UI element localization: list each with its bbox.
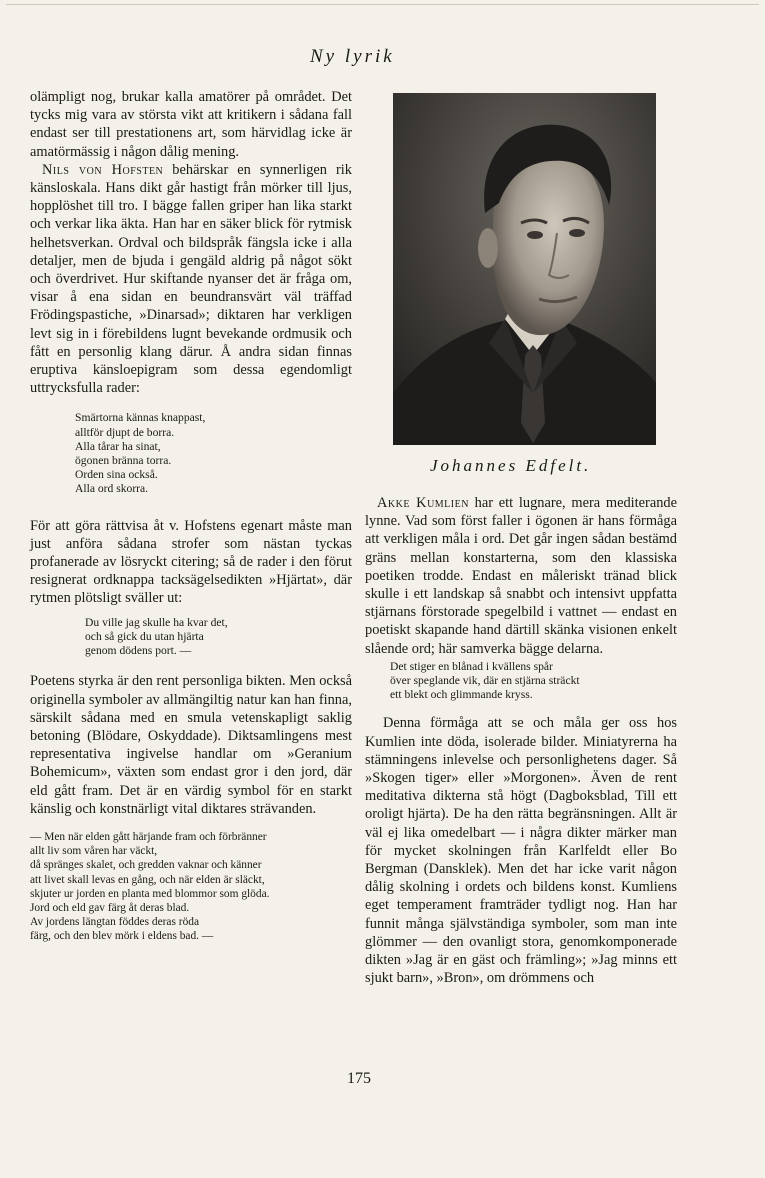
poem-line: Jord och eld gav färg åt deras blad. <box>30 901 190 914</box>
poem-line: alltför djupt de borra. <box>75 425 175 439</box>
paragraph-kumlien <box>365 494 677 658</box>
poem-line: Smärtorna kännas knappast, <box>75 411 206 425</box>
poem-line: Av jordens längtan föddes deras röda <box>30 916 200 929</box>
running-header: Ny lyrik <box>310 46 395 67</box>
left-column <box>30 88 352 944</box>
poem-quote-geranium <box>30 830 352 944</box>
poem-line: då spränges skalet, och gredden vaknar och känner <box>30 859 262 872</box>
poem-line: och så gick du utan hjärta <box>85 629 204 643</box>
poem-quote-hjartat <box>85 616 352 659</box>
poem-line: Orden sina också. <box>75 468 158 482</box>
paragraph-hofsten <box>30 161 352 398</box>
poem-quote-blanad <box>390 660 677 703</box>
poem-line: Alla ord skorra. <box>75 482 149 496</box>
poem-line: skjuter ur jorden en planta med blommor som glöda. <box>30 887 270 900</box>
portrait-photo <box>393 93 656 445</box>
author-name-hofsten: Nils von Hofsten <box>42 161 164 178</box>
poem-line: ett blekt och glimmande kryss. <box>390 688 533 702</box>
right-column <box>365 494 677 987</box>
paragraph-hofsten-text: behärskar en synnerligen rik känsloskala. Hans dikt går hastigt från mörker till ljus, hopplöshet till tro. I bägge fallen griper han lika starkt och verkar lika äkta. Han har en säker blick för rytmisk helhetsverkan. Ordval och bildspråk fängsla icke i alla detaljer, men de bjuda i gengäld aldrig på något sökt och överdrivet. Hur skiftande nyanser det är fråga om, visar å ena sidan en beundransvärt väl träffad Frödingspastiche, »Dinarsad»; diktaren har verkligen levt sig in i förebildens lugnt bevekande ordmusik och fått en personlig klang därur. Å andra sidan finnas eruptiva känsloepigram som dessa egendomligt uttrycksfulla rader: <box>30 161 352 397</box>
poem-line: Du ville jag skulle ha kvar det, <box>85 615 228 629</box>
paragraph-poetens-styrka: Poetens styrka är den rent personliga bikten. Men också originella symboler av allmängiltig natur kan han finna, särskilt sådana med en smula vetenskapligt saklig betoning (Blödare, Oskyddade). Diktsamlingens mest representativa ingivelse handlar om »Geranium Bohemicum», växten som endast gror i den jord, där eld gått fram. Det är en värdig symbol för en starkt känslig och konstnärligt vital diktares strävanden. <box>30 673 352 817</box>
paragraph-kumlien-text: har ett lugnare, mera mediterande lynne. Vad som först faller i ögonen är hans förmåga att verkligen måla i ord. Det går ingen sådan bestämd gräns mellan konstarterna, som den klassiska poetiken trodde. Endast en måleriskt tränad blick skulle i ett landskap så snabbt och intensivt uppfatta stjärnans förstorade spegelbild i vattnet — endast en poetiskt skapande hand därtill skänka visionen enkelt slående ord; här samverka bägge delarna. <box>365 495 677 657</box>
poem-line: färg, och den blev mörk i eldens bad. — <box>30 930 214 943</box>
author-name-kumlien: Akke Kumlien <box>377 495 469 511</box>
poem-line: att livet skall levas en gång, och när elden är släckt, <box>30 873 265 886</box>
poem-quote-smartorna <box>75 411 352 496</box>
poem-line: genom dödens port. — <box>85 644 192 658</box>
poem-line: Alla tårar ha sinat, <box>75 439 161 453</box>
page-top-edge <box>6 4 759 5</box>
paragraph-formaga: Denna förmåga att se och måla ger oss hos Kumlien inte döda, isolerade bilder. Miniatyrerna ha stämningens inlevelse och personlighetens dager. Så »Skogen tiger» eller »Morgonen». Även de rent meditativa dikterna stå högt (Dagboksblad, Till ett oroligt hjärta). De ha den rätta begränsningen. Allt är väl ej lika omedelbart — i några dikter märker man för mycket skolningen från Karlfeldt eller Bo Bergman (Dansklek). Men det har icke varit någon dålig skolning i ordets och bildens konst. Kumliens eget temperament framträder tydligt nog. Han har funnit många självständiga symboler, som man inte glömmer — den ovanligt stora, genomkomponerade dikten »Jag är en gäst och främling»; »Jag minns ett sjukt barn», »Bron», om drömmens och <box>365 715 677 987</box>
poem-line: allt liv som våren har väckt, <box>30 845 158 858</box>
paragraph-intro: olämpligt nog, brukar kalla amatörer på området. Det tycks mig vara av största vikt att kritikern i sådana fall endast ser till prestationens art, som härvidlag icke är amatörmässig i någon dålig mening. <box>30 89 352 160</box>
poem-line: över speglande vik, där en stjärna sträckt <box>390 674 580 688</box>
poem-line: Det stiger en blånad i kvällens spår <box>390 659 553 673</box>
paragraph-rattvisa: För att göra rättvisa åt v. Hofstens egenart måste man just anföra sådana strofer som nästan tyckas profanerade av lösryckt citering; så de rader i den förut resignerat ordknappa tacksägelsedikten »Hjärtat», där rytmen plötsligt sväller ut: <box>30 517 352 607</box>
poem-line: — Men när elden gått härjande fram och förbränner <box>30 830 267 843</box>
poem-line: ögonen bränna torra. <box>75 454 172 468</box>
photo-caption: Johannes Edfelt. <box>430 456 592 475</box>
page-number: 175 <box>347 1070 371 1087</box>
portrait-illustration <box>393 93 656 445</box>
